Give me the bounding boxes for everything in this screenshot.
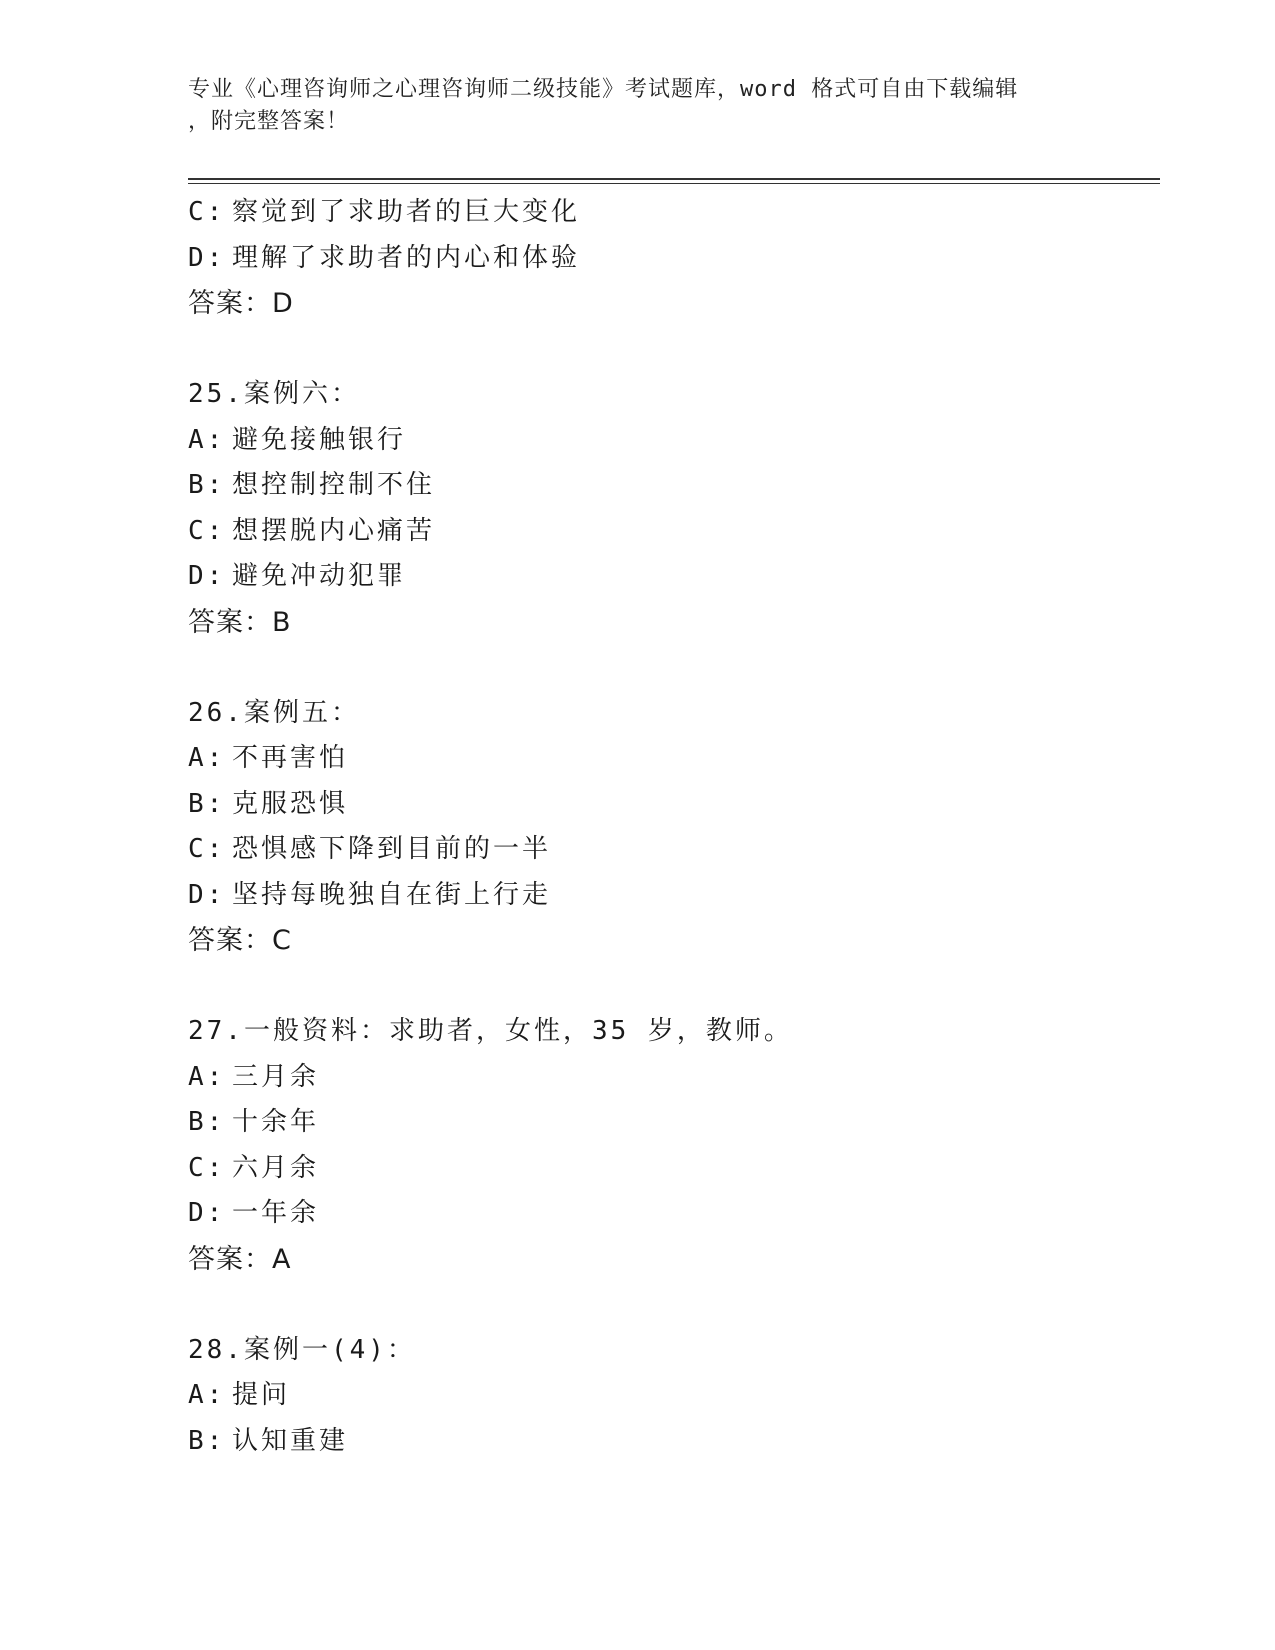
spacer — [188, 645, 1148, 691]
option-letter: B: — [188, 788, 226, 819]
option-row — [188, 1419, 1148, 1465]
option-row — [188, 1055, 1148, 1101]
option-text: 一年余 — [232, 1198, 320, 1228]
option-row — [188, 554, 1148, 600]
header-rule-bottom — [188, 183, 1160, 184]
option-letter: A: — [188, 1061, 226, 1092]
option-text: 坚持每晚独自在街上行走 — [232, 879, 552, 910]
option-row — [188, 236, 1148, 282]
answer-line: 答案：D — [188, 288, 294, 319]
header-line-1: 专业《心理咨询师之心理咨询师二级技能》考试题库，word 格式可自由下载编辑 — [188, 77, 1019, 102]
option-text: 恐惧感下降到目前的一半 — [232, 834, 552, 864]
option-letter: A: — [188, 743, 226, 773]
option-letter: B: — [188, 470, 226, 500]
option-row — [188, 1191, 1148, 1237]
option-letter: B: — [188, 1107, 226, 1137]
option-letter: C: — [188, 1152, 226, 1183]
option-row — [188, 190, 1148, 236]
question-content — [188, 190, 1148, 1464]
option-text: 三月余 — [232, 1061, 320, 1092]
option-text: 认知重建 — [232, 1425, 349, 1456]
option-text: 不再害怕 — [232, 743, 349, 773]
answer-line: 答案：C — [188, 925, 292, 956]
option-text: 提问 — [232, 1380, 291, 1410]
option-letter: B: — [188, 1425, 226, 1456]
question-title: 27.一般资料：求助者，女性，35 岁，教师。 — [188, 1016, 793, 1046]
question-title: 25.案例六： — [188, 379, 360, 409]
option-letter: D: — [188, 561, 226, 591]
question-title: 28.案例一(4)： — [188, 1334, 416, 1365]
option-letter: C: — [188, 834, 226, 864]
option-letter: A: — [188, 424, 226, 455]
spacer — [188, 964, 1148, 1010]
question-title: 26.案例五： — [188, 697, 360, 728]
option-letter: C: — [188, 515, 226, 546]
spacer — [188, 327, 1148, 373]
option-text: 十余年 — [232, 1107, 320, 1137]
option-row — [188, 1146, 1148, 1192]
option-letter: C: — [188, 197, 226, 227]
option-text: 想控制控制不住 — [232, 470, 436, 500]
option-letter: D: — [188, 1198, 226, 1228]
option-row — [188, 827, 1148, 873]
option-text: 察觉到了求助者的巨大变化 — [232, 197, 581, 227]
option-row — [188, 873, 1148, 919]
option-letter: A: — [188, 1380, 226, 1410]
option-row — [188, 418, 1148, 464]
option-row — [188, 509, 1148, 555]
option-text: 克服恐惧 — [232, 788, 349, 819]
option-row — [188, 782, 1148, 828]
spacer — [188, 1282, 1148, 1328]
option-letter: D: — [188, 879, 226, 910]
answer-line: 答案：B — [188, 606, 292, 638]
header-rule-top — [188, 178, 1160, 180]
option-row — [188, 1100, 1148, 1146]
option-text: 六月余 — [232, 1152, 320, 1183]
option-row — [188, 463, 1148, 509]
option-text: 想摆脱内心痛苦 — [232, 515, 436, 546]
option-row — [188, 736, 1148, 782]
page-header — [188, 74, 1088, 138]
option-text: 理解了求助者的内心和体验 — [232, 242, 581, 273]
option-letter: D: — [188, 242, 226, 273]
option-row — [188, 1373, 1148, 1419]
header-line-2: ，附完整答案！ — [188, 109, 350, 134]
answer-line: 答案：A — [188, 1243, 292, 1275]
option-text: 避免接触银行 — [232, 424, 407, 455]
option-text: 避免冲动犯罪 — [232, 561, 407, 591]
